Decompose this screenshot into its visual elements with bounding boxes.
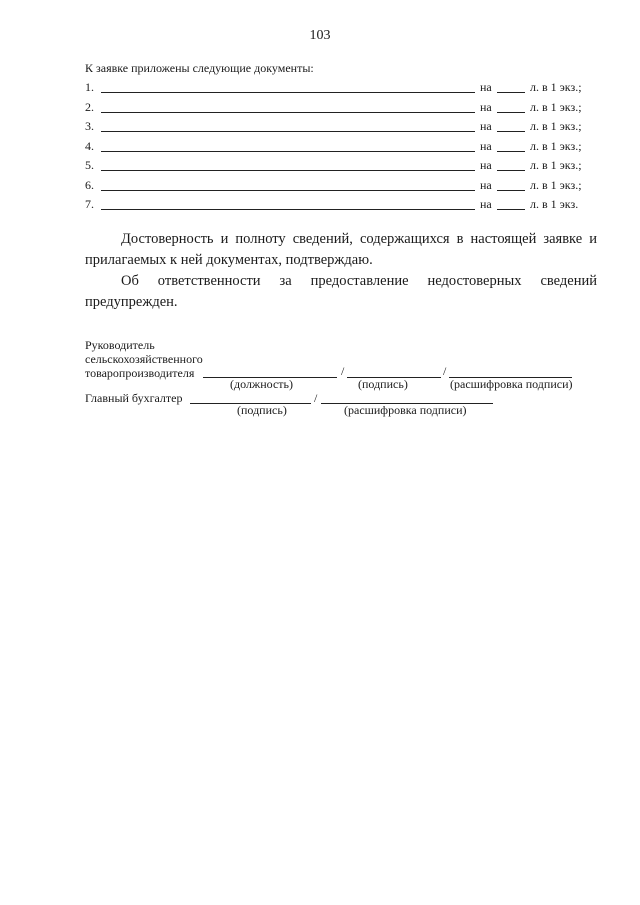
on-label: на: [480, 197, 492, 211]
sheet-count-field[interactable]: [497, 131, 525, 132]
separator-slash: /: [314, 391, 318, 405]
sheets-copies-label: л. в 1 экз.;: [530, 158, 582, 172]
document-number: 5.: [85, 158, 94, 172]
sheets-copies-label: л. в 1 экз.;: [530, 119, 582, 133]
separator-slash: /: [443, 364, 447, 378]
document-name-field[interactable]: [101, 170, 475, 171]
document-name-field[interactable]: [101, 209, 475, 210]
document-name-field[interactable]: [101, 151, 475, 152]
caption-position: (должность): [230, 377, 293, 391]
attached-documents-header: К заявке приложены следующие документы:: [85, 61, 314, 75]
document-number: 6.: [85, 177, 94, 192]
caption-decoding: (расшифровка подписи): [450, 377, 573, 391]
document-name-field[interactable]: [101, 190, 475, 191]
document-row: [85, 158, 582, 174]
document-row: [85, 177, 582, 194]
accountant-caption-decoding: (расшифровка подписи): [344, 403, 467, 417]
on-label: на: [480, 119, 492, 133]
document-row: [85, 197, 579, 213]
on-label: на: [480, 177, 492, 192]
on-label: на: [480, 99, 492, 114]
head-label-line2: сельскохозяйственного: [85, 352, 203, 366]
head-label-line1: Руководитель: [85, 338, 155, 352]
sheet-count-field[interactable]: [497, 170, 525, 171]
document-number: 1.: [85, 80, 94, 94]
document-number: 3.: [85, 119, 94, 133]
sheets-copies-label: л. в 1 экз.;: [530, 138, 582, 153]
document-name-field[interactable]: [101, 112, 475, 113]
responsibility-statement: Об ответственности за предоставление недостоверных сведений предупрежден.: [85, 273, 597, 310]
on-label: на: [480, 80, 492, 94]
separator-slash: /: [341, 364, 345, 378]
document-number: 4.: [85, 138, 94, 153]
document-number: 7.: [85, 197, 94, 211]
caption-signature: (подпись): [358, 377, 408, 391]
accountant-caption-signature: (подпись): [237, 403, 287, 417]
on-label: на: [480, 158, 492, 172]
document-number: 2.: [85, 99, 94, 114]
sheet-count-field[interactable]: [497, 92, 525, 93]
page-number: 103: [309, 28, 331, 43]
sheets-copies-label: л. в 1 экз.;: [530, 177, 582, 192]
reliability-statement: Достоверность и полноту сведений, содержащихся в настоящей заявке и прилагаемых к ней документах, подтверждаю.: [85, 231, 597, 268]
sheet-count-field[interactable]: [497, 190, 525, 191]
head-label-line3: товаропроизводителя: [85, 366, 195, 380]
document-row: [85, 138, 582, 155]
document-name-field[interactable]: [101, 92, 475, 93]
document-row: [85, 80, 582, 96]
sheet-count-field[interactable]: [497, 112, 525, 113]
sheets-copies-label: л. в 1 экз.: [530, 197, 579, 211]
sheets-copies-label: л. в 1 экз.;: [530, 80, 582, 94]
sheet-count-field[interactable]: [497, 209, 525, 210]
document-name-field[interactable]: [101, 131, 475, 132]
accountant-label: Главный бухгалтер: [85, 391, 183, 405]
sheet-count-field[interactable]: [497, 151, 525, 152]
document-row: [85, 99, 582, 116]
on-label: на: [480, 138, 492, 153]
document-row: [85, 119, 582, 135]
sheets-copies-label: л. в 1 экз.;: [530, 99, 582, 114]
